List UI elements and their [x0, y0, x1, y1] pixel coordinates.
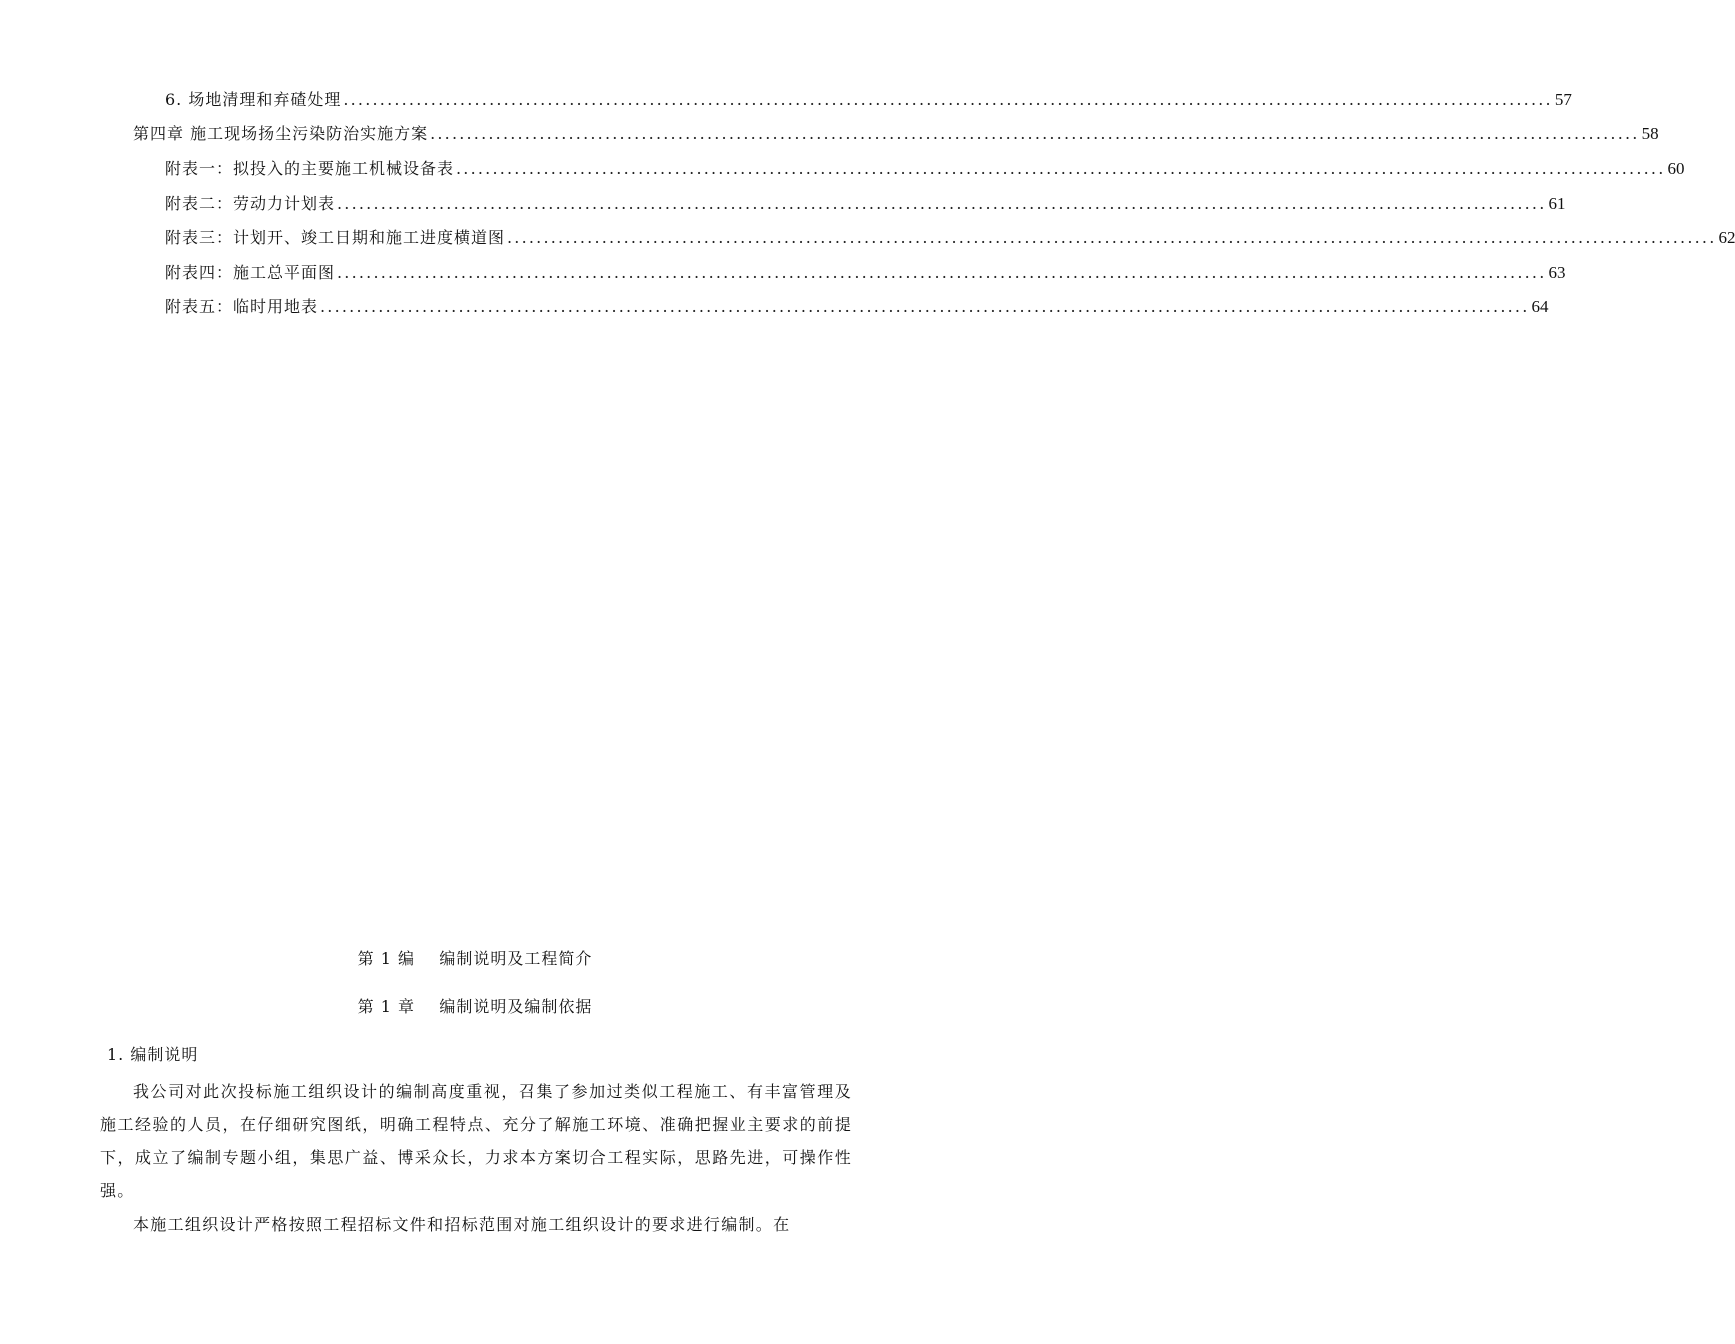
toc-entry-page: 63 [1548, 263, 1566, 282]
toc-entry-page: 61 [1548, 194, 1566, 213]
section-title: 1. 编制说明 [107, 1045, 199, 1064]
toc-entry-label: 6. 场地清理和弃碴处理 [165, 90, 342, 109]
toc-entry[interactable] [165, 89, 1572, 111]
toc-entry[interactable] [165, 158, 1685, 180]
toc-entry-page: 60 [1667, 159, 1685, 178]
toc-entry-label: 附表一：拟投入的主要施工机械设备表 [165, 159, 455, 178]
toc-entry-page: 57 [1554, 90, 1572, 109]
toc-leader-dots: ...................................................................................................................................................................... [337, 263, 1547, 282]
toc-leader-dots: ...................................................................................................................................................................... [337, 194, 1547, 213]
toc-entry[interactable] [165, 193, 1566, 215]
toc-leader-dots: ...................................................................................................................................................................... [430, 124, 1640, 143]
toc-entry-page: 62 [1718, 228, 1735, 247]
toc-entry[interactable] [165, 227, 1735, 249]
toc-entry[interactable] [133, 123, 1659, 145]
toc-entry-page: 58 [1641, 124, 1659, 143]
toc-leader-dots: ...................................................................................................................................................................... [507, 228, 1717, 247]
part-title: 第 1 编 编制说明及工程简介 [357, 949, 593, 968]
toc-entry-page: 64 [1531, 297, 1549, 316]
body-paragraph: 我公司对此次投标施工组织设计的编制高度重视，召集了参加过类似工程施工、有丰富管理及施工经验的人员，在仔细研究图纸，明确工程特点、充分了解施工环境、准确把握业主要求的前提下，成立了编制专题小组，集思广益、博采众长，力求本方案切合工程实际，思路先进，可操作性强。 [100, 1082, 852, 1200]
toc-entry-label: 附表四：施工总平面图 [165, 263, 336, 282]
toc-entry[interactable] [165, 262, 1566, 284]
toc-leader-dots: ...................................................................................................................................................................... [456, 159, 1666, 178]
toc-entry-label: 附表三：计划开、竣工日期和施工进度横道图 [165, 228, 506, 247]
toc-entry-label: 附表二：劳动力计划表 [165, 194, 336, 213]
chapter-title: 第 1 章 编制说明及编制依据 [357, 997, 593, 1016]
toc-entry[interactable] [165, 296, 1549, 318]
toc-entry-label: 附表五：临时用地表 [165, 297, 319, 316]
toc-entry-label: 第四章 施工现场扬尘污染防治实施方案 [133, 124, 429, 143]
body-paragraph: 本施工组织设计严格按照工程招标文件和招标范围对施工组织设计的要求进行编制。在 [133, 1215, 791, 1234]
toc-leader-dots: ...................................................................................................................................................................... [343, 90, 1553, 109]
toc-leader-dots: ...................................................................................................................................................................... [320, 297, 1530, 316]
